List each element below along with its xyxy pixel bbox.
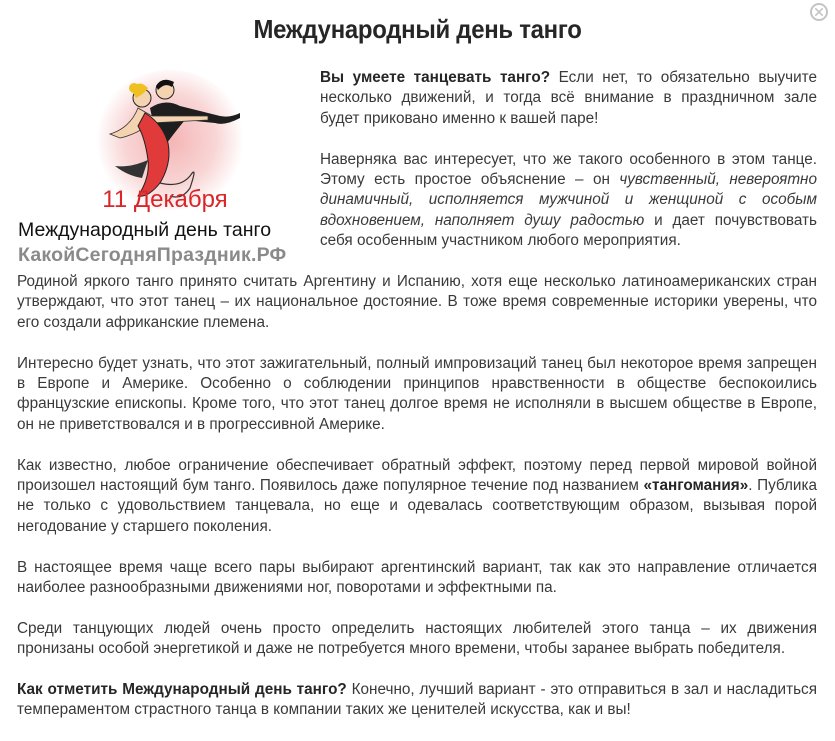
paragraph-2: Наверняка вас интересует, что же такого особенного в этом танце. Этому есть простое объяснение – он чувственный, невероятно динамичный, исполняется мужчиной и женщиной с особым вдохновением, наполняет душу радостью и дает почувствовать себя особенным участником любого мероприятия. (320, 150, 817, 250)
close-button[interactable] (810, 3, 828, 21)
paragraph-1: Вы умеете танцевать танго? Если нет, то обязательно выучите несколько движений, и тогда всё внимание в праздничном зале будет приковано именно к вашей паре! (320, 69, 817, 127)
article-body (17, 68, 817, 741)
tangomania-term: «тангомания» (643, 477, 749, 495)
emphasis: чувственный, невероятно динамичный, исполняется мужчиной и женщиной с особым вдохновением, наполняет душу радостью (320, 171, 817, 229)
paragraph-5: Как известно, любое ограничение обеспечивает обратный эффект, поэтому перед первой мировой войной произошел настоящий бум танго. Появилось даже популярное течение под названием «тангомания». Публика не только с удовольствием танцевала, но еще и одевалась соответствующим образом, вызывая порой негодование у старшего поколения. (17, 456, 817, 535)
paragraph-1-lead: Вы умеете танцевать танго? (320, 69, 551, 86)
paragraph-4: Интересно будет узнать, что этот зажигательный, полный импровизаций танец был некоторое время запрещен в Европе и Америке. Особенно о соблюдении принципов нравственности в обществе беспокоились французские епископы. Кроме того, что этот танец долгое время не исполняли в высшем обществе в Европе, он не приветствовался и в прогрессивной Америке. (17, 354, 817, 433)
holiday-date: 11 Декабря (102, 186, 228, 213)
paragraph-6: В настоящее время чаще всего пары выбирают аргентинский вариант, так как это направление отличается наиболее разнообразными движениями ног, поворотами и эффектными па. (17, 558, 817, 597)
paragraph-7: Среди танцующих людей очень просто определить настоящих любителей этого танца – их движения пронизаны особой энергетикой и даже не потребуется много времени, чтобы заранее выбрать победителя. (17, 619, 817, 658)
close-icon (815, 8, 823, 16)
page-title: Международный день танго (253, 14, 582, 44)
holiday-name: Международный день танго (18, 219, 272, 241)
paragraph-3: Родиной яркого танго принято считать Аргентину и Испанию, хотя еще несколько латиноамериканских стран утверждают, что этот танец – их национальное достояние. В тоже время современные историки уверены, что его создали африканские племена. (17, 273, 817, 331)
paragraph-8-lead: Как отметить Международный день танго? (17, 681, 347, 699)
paragraph-8: Как отметить Международный день танго? Конечно, лучший вариант - это отправиться в зал и насладиться темпераментом страстного танца в компании таких же ценителей искусства, как и вы! (17, 681, 817, 719)
site-watermark: КакойСегодняПраздник.РФ (18, 244, 287, 266)
tango-day-illustration (0, 68, 312, 268)
